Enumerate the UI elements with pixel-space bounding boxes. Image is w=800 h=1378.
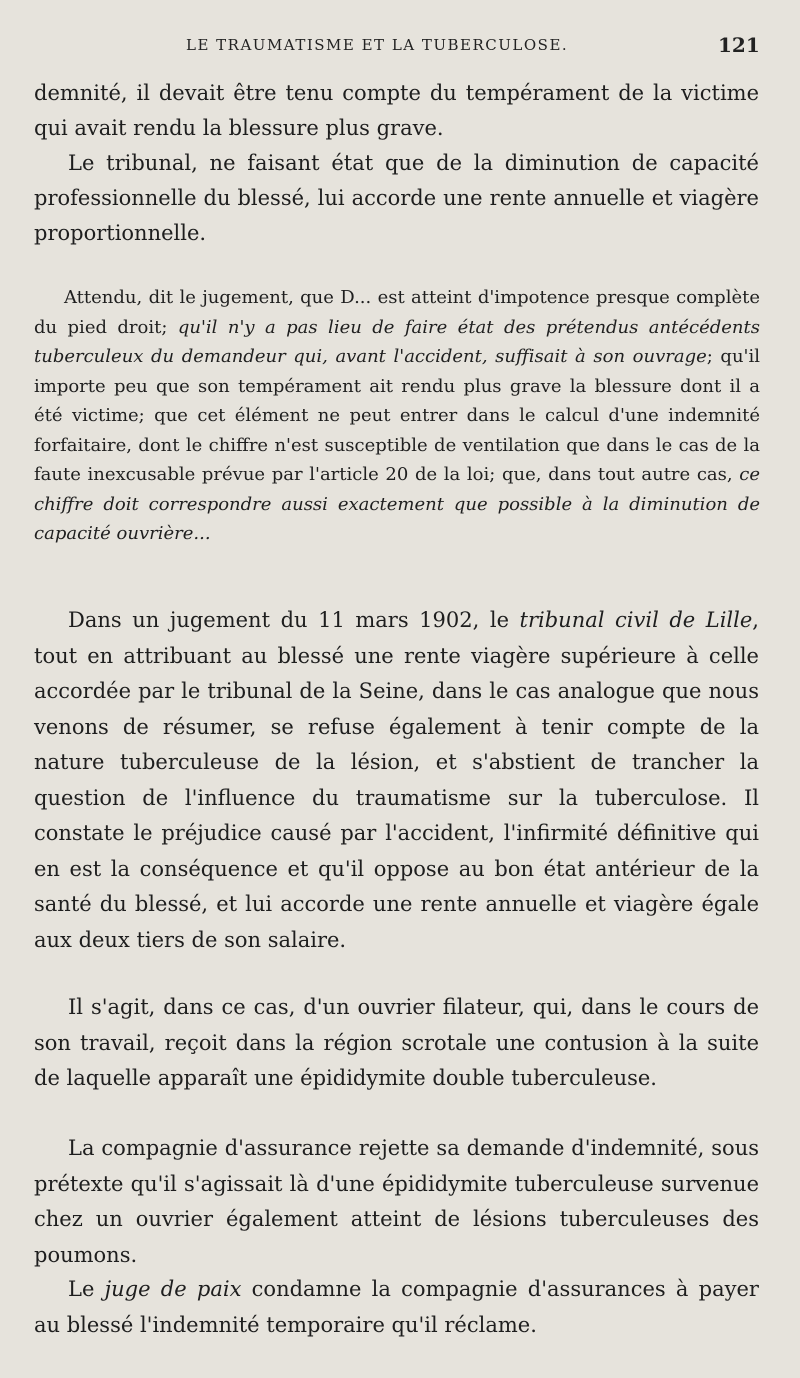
paragraph-1: demnité, il devait être tenu compte du tempérament de la victime qui avait rendu la blessure plus grave. (34, 81, 759, 140)
paragraph-6: La compagnie d'assurance rejette sa demande d'indemnité, sous prétexte qu'il s'agissait là d'une épididymite tuberculeuse survenue chez un ouvrier également atteint de lésions tuberculeuses des poumons. (34, 1136, 759, 1267)
p4-text-c: , tout en attribuant au blessé une rente viagère supérieure à celle accordée par le tribunal de la Seine, dans le cas analogue que nous venons de résumer, se refuse également à tenir compte de la nature tuberculeuse de la lésion, et s'abstient de trancher la question de l'influence du traumatisme sur la tuberculose. Il constate le préjudice causé par l'accident, l'infirmité définitive qui en est la conséquence et qu'il oppose au bon état antérieur de la santé du blessé, et lui accorde une rente annuelle et viagère égale aux deux tiers de son salaire. (34, 608, 759, 952)
paragraph-2: Le tribunal, ne faisant état que de la diminution de capacité professionnelle du blessé, lui accorde une rente annuelle et viagère proportionnelle. (34, 151, 759, 245)
quote-italic-b: qu'il n'y a pas lieu de faire état des prétendus antécédents tuberculeux du demandeur qui, avant l'accident, suffisait à son ouvrage (34, 316, 760, 367)
quote-text-a: Attendu, dit le jugement, que D... est atteint d'impotence presque complète du pied droit; (34, 287, 760, 338)
quote-italic-d: ce chiffre doit correspondre aussi exactement que possible à la diminution de capacité ouvrière... (34, 464, 760, 544)
paragraph-4 (34, 603, 759, 958)
page-header (0, 33, 800, 58)
paragraph-5: Il s'agit, dans ce cas, d'un ouvrier filateur, qui, dans le cours de son travail, reçoit dans la région scrotale une contusion à la suite de laquelle apparaît une épididymite double tuberculeuse. (34, 995, 759, 1090)
p7-text-c: condamne la compagnie d'assurances à payer au blessé l'indemnité temporaire qu'il réclame. (34, 1277, 759, 1337)
paragraph-7 (34, 1272, 759, 1343)
p7-text-a: Le (68, 1277, 105, 1301)
running-title: LE TRAUMATISME ET LA TUBERCULOSE. (186, 36, 569, 54)
quote-text-c: ; qu'il importe peu que son tempérament ait rendu plus grave la blessure dont il a été victime; que cet élément ne peut entrer dans le calcul d'une indemnité forfaitaire, dont le chiffre n'est susceptible de ventilation que dans le cas de la faute inexcusable prévue par l'article 20 de la loi; que, dans tout autre cas, (34, 346, 760, 485)
p4-text-a: Dans un jugement du 11 mars 1902, le (68, 608, 520, 632)
quoted-judgment (34, 283, 760, 549)
p4-italic-b: tribunal civil de Lille (519, 608, 753, 632)
page-number: 121 (718, 33, 760, 57)
p7-italic-b: juge de paix (104, 1277, 242, 1301)
